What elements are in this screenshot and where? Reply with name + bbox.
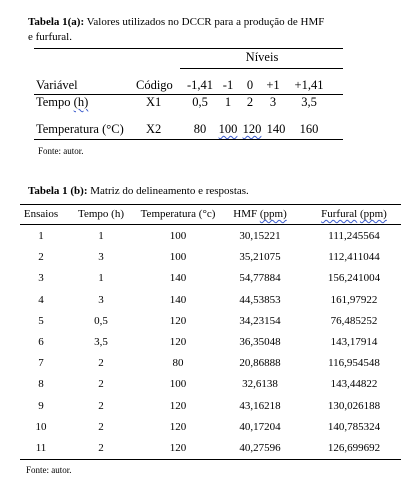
ensaio-cell: 6 bbox=[38, 336, 44, 348]
temperatura-cell: 120 bbox=[169, 399, 187, 412]
level-value: 140 bbox=[266, 122, 286, 136]
caption-text: Valores utilizados no DCCR para a produção de HMF bbox=[84, 16, 325, 28]
furfural-cell: 116,954548 bbox=[328, 357, 380, 370]
table-rule bbox=[34, 48, 343, 49]
column-header-code: Código bbox=[136, 78, 173, 92]
tempo-cell: 2 bbox=[98, 442, 104, 454]
column-header-temperatura: Temperatura (°c) bbox=[140, 208, 216, 220]
hmf-cell: 40,17204 bbox=[239, 420, 281, 433]
column-header-hmf bbox=[222, 208, 298, 220]
hmf-cell: 32,6138 bbox=[242, 378, 278, 391]
temperatura-cell: 100 bbox=[169, 230, 187, 242]
variable-temperatura bbox=[36, 122, 124, 137]
level-value: 3 bbox=[269, 95, 277, 109]
temperatura-cell: 100 bbox=[169, 378, 187, 391]
levels-header: Níveis bbox=[245, 50, 279, 64]
level-value: 1 bbox=[224, 95, 232, 109]
hmf-cell: 44,53853 bbox=[239, 293, 281, 306]
tempo-cell: 2 bbox=[98, 378, 104, 391]
table-rule bbox=[20, 204, 401, 205]
furfural-cell: 143,17914 bbox=[330, 336, 378, 348]
level-value: 0,5 bbox=[192, 95, 208, 109]
ensaio-cell: 2 bbox=[38, 251, 44, 264]
hmf-cell: 20,86888 bbox=[239, 357, 281, 370]
tempo-cell: 2 bbox=[98, 399, 104, 412]
column-header-ensaios: Ensaios bbox=[23, 208, 59, 220]
table-1a-caption bbox=[28, 16, 324, 28]
header-unit: (ppm) bbox=[359, 208, 387, 220]
temperatura-cell: 140 bbox=[169, 272, 187, 285]
table-1b-caption bbox=[28, 185, 249, 197]
variable-name: Tempo bbox=[36, 95, 71, 109]
code-cell: X1 bbox=[146, 95, 162, 109]
level-header: 0 bbox=[246, 78, 254, 92]
level-value: 80 bbox=[193, 122, 207, 136]
ensaio-cell: 3 bbox=[38, 272, 44, 285]
ensaio-cell: 9 bbox=[38, 399, 44, 412]
caption-label: Tabela 1(a): bbox=[28, 16, 85, 28]
tempo-cell: 3,5 bbox=[94, 336, 108, 348]
ensaio-cell: 10 bbox=[35, 420, 47, 433]
ensaio-cell: 1 bbox=[38, 230, 44, 242]
furfural-cell: 130,026188 bbox=[327, 399, 381, 412]
table-rule bbox=[34, 139, 343, 140]
furfural-cell: 161,97922 bbox=[330, 293, 378, 306]
hmf-cell: 34,23154 bbox=[239, 314, 281, 327]
table-rule bbox=[20, 224, 401, 225]
furfural-cell: 76,485252 bbox=[330, 314, 378, 327]
level-header: +1,41 bbox=[294, 78, 324, 92]
tempo-cell: 1 bbox=[98, 230, 104, 242]
table-source: Fonte: autor. bbox=[26, 465, 72, 475]
level-value: 120 bbox=[242, 122, 262, 136]
temperatura-cell: 140 bbox=[169, 293, 187, 306]
furfural-cell: 126,699692 bbox=[327, 442, 381, 454]
header-name: HMF bbox=[233, 208, 258, 220]
ensaio-cell: 8 bbox=[38, 378, 44, 391]
tempo-cell: 3 bbox=[98, 251, 104, 264]
furfural-cell: 112,411044 bbox=[328, 251, 380, 264]
table-rule bbox=[180, 68, 343, 69]
variable-unit: (°C) bbox=[102, 122, 124, 136]
caption-label: Tabela 1 (b): bbox=[28, 185, 88, 197]
code-cell: X2 bbox=[146, 122, 162, 136]
level-value: 3,5 bbox=[301, 95, 317, 109]
variable-unit: (h) bbox=[73, 95, 89, 109]
level-header: -1 bbox=[222, 78, 234, 92]
temperatura-cell: 120 bbox=[169, 314, 187, 327]
hmf-cell: 36,35048 bbox=[239, 336, 281, 348]
table-source: Fonte: autor. bbox=[38, 146, 84, 156]
ensaio-cell: 4 bbox=[38, 293, 44, 306]
ensaio-cell: 11 bbox=[35, 442, 47, 454]
level-header: -1,41 bbox=[186, 78, 214, 92]
temperatura-cell: 100 bbox=[169, 251, 187, 264]
hmf-cell: 43,16218 bbox=[239, 399, 281, 412]
variable-name: Temperatura bbox=[36, 122, 99, 136]
table-1a-caption-cont: e furfural. bbox=[28, 31, 72, 43]
column-header-furfural bbox=[310, 208, 398, 220]
tempo-cell: 2 bbox=[98, 420, 104, 433]
temperatura-cell: 120 bbox=[169, 336, 187, 348]
furfural-cell: 143,44822 bbox=[330, 378, 378, 391]
header-name: Furfural bbox=[321, 208, 358, 220]
ensaio-cell: 7 bbox=[38, 357, 44, 370]
temperatura-cell: 120 bbox=[169, 420, 187, 433]
level-value: 160 bbox=[299, 122, 319, 136]
temperatura-cell: 120 bbox=[169, 442, 187, 454]
caption-text: Matriz do delineamento e respostas. bbox=[87, 185, 249, 197]
ensaio-cell: 5 bbox=[38, 314, 44, 327]
level-value: 2 bbox=[246, 95, 254, 109]
furfural-cell: 111,245564 bbox=[328, 230, 380, 242]
tempo-cell: 0,5 bbox=[94, 314, 108, 327]
hmf-cell: 30,15221 bbox=[239, 230, 281, 242]
furfural-cell: 156,241004 bbox=[327, 272, 381, 285]
temperatura-cell: 80 bbox=[172, 357, 184, 370]
variable-tempo bbox=[36, 95, 88, 110]
tempo-cell: 2 bbox=[98, 357, 104, 370]
column-header-variable: Variável bbox=[36, 78, 78, 92]
tempo-cell: 3 bbox=[98, 293, 104, 306]
table-rule bbox=[20, 459, 401, 460]
hmf-cell: 35,21075 bbox=[239, 251, 281, 264]
level-value: 100 bbox=[218, 122, 238, 136]
level-header: +1 bbox=[266, 78, 280, 92]
hmf-cell: 40,27596 bbox=[239, 442, 281, 454]
hmf-cell: 54,77884 bbox=[239, 272, 281, 285]
furfural-cell: 140,785324 bbox=[327, 420, 381, 433]
tempo-cell: 1 bbox=[98, 272, 104, 285]
column-header-tempo: Tempo (h) bbox=[78, 208, 124, 220]
header-unit: (ppm) bbox=[259, 208, 287, 220]
